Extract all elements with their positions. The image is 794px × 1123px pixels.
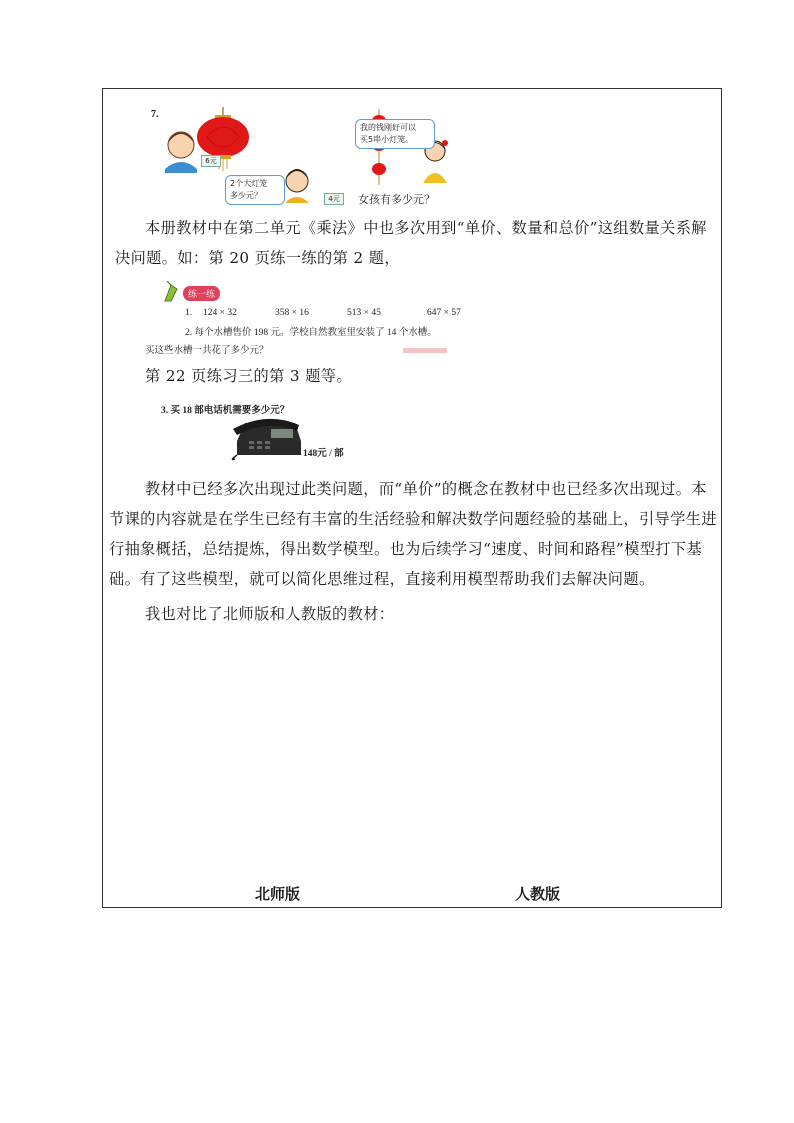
label-renjiao-edition: 人教版 [515,885,561,903]
boy-question-line2: 多少元？ [230,191,262,200]
big-price-tag: 6元 [201,155,221,167]
practice-q1-item-2: 358 × 16 [275,308,309,318]
girl-speech-line1: 我的钱刚好可以 [360,123,416,132]
telephone-icon [231,415,303,461]
practice-icon [161,281,183,303]
label-beishi-edition: 北师版 [255,885,301,903]
practice-q1-item-3: 513 × 45 [347,308,381,318]
girl-speech-bubble [355,119,435,149]
image-fragment [403,348,447,353]
practice-q1-number: 1. [185,308,193,318]
practice-q1-item-4: 647 × 57 [427,308,461,318]
practice-q1-item-1: 124 × 32 [203,308,237,318]
woman-figure [165,132,197,173]
problem-number: 7. [151,109,159,120]
paragraph-1: 本册教材中在第二单元《乘法》中也多次用到“单价、数量和总价”这组数量关系解决问题。如：第 20 页练一练的第 2 题， [115,219,707,267]
paragraph-3: 教材中已经多次出现过此类问题，而“单价”的概念在教材中也已经多次出现过。本节课的内容就是在学生已经有丰富的生活经验和解决数学问题经验的基础上，引导学生进行抽象概括，总结提炼，得出数学模型。也为后续学习“速度、时间和路程”模型打下基础。有了这些模型，就可以简化思维过程，直接利用模型帮助我们去解决问题。 [109,480,717,588]
paragraph-2: 第 22 页练习三的第 3 题等。 [145,367,352,385]
boy-question-line1: 2个大灯笼 [230,179,268,188]
content-frame [102,88,722,908]
boy-figure [285,169,309,203]
paragraph-4: 我也对比了北师版和人教版的教材： [145,605,395,623]
practice-q2: 2. 每个水槽售价 198 元。学校自然教室里安装了 14 个水槽。 [185,328,437,338]
exercise3-price: 148元 / 部 [303,449,344,459]
girl-speech-line2: 买5串小灯笼。 [360,135,414,144]
small-price-tag: 4元 [324,193,344,205]
practice-q2-continued: 买这些水槽一共花了多少元？ [145,346,269,356]
problem7-question: 女孩有多少元？ [358,194,435,206]
practice-badge: 练一练 [183,286,220,301]
boy-speech-bubble [225,175,285,205]
exercise3-question: 3. 买 18 部电话机需要多少元？ [161,406,290,416]
